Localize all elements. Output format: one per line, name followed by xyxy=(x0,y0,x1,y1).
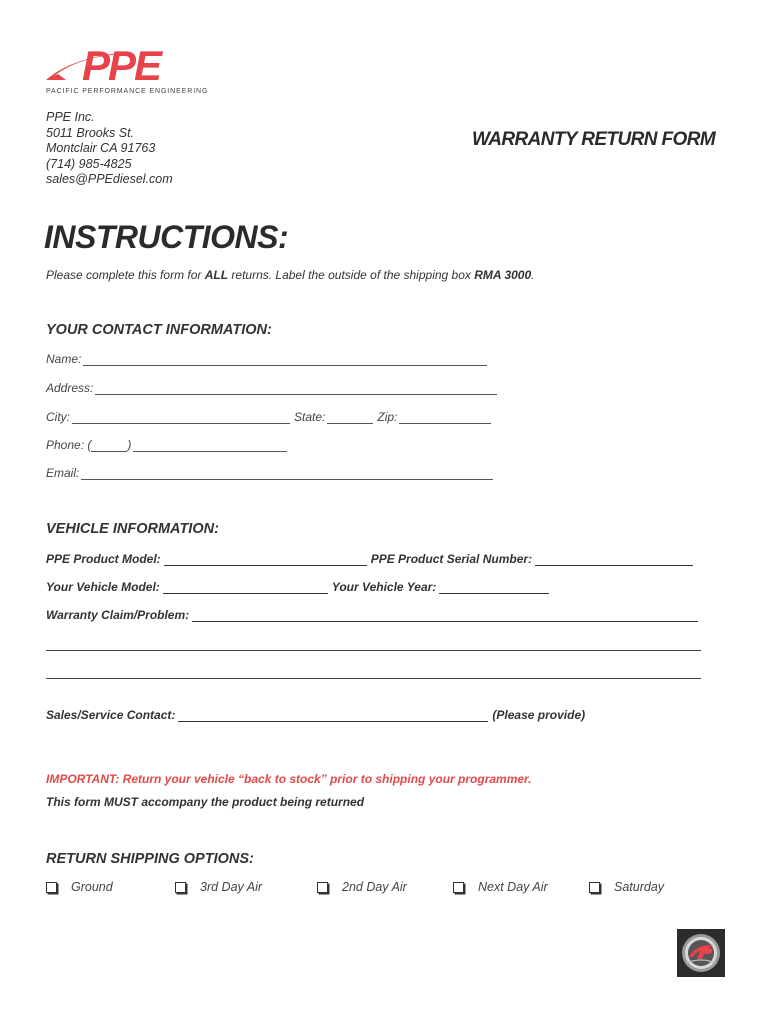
email-field[interactable] xyxy=(81,468,493,480)
must-accompany-notice: This form MUST accompany the product being returned xyxy=(46,795,365,809)
sales-contact-label: Sales/Service Contact: xyxy=(46,708,176,722)
phone-label: Phone: ( xyxy=(46,438,92,452)
name-field[interactable] xyxy=(83,354,487,366)
phone-paren: ) xyxy=(127,438,132,452)
shipping-option-label: 3rd Day Air xyxy=(200,880,263,894)
email-row xyxy=(46,466,497,480)
checkbox-icon[interactable] xyxy=(46,882,57,893)
instructions-bold-rma: RMA 3000 xyxy=(474,268,532,282)
sales-contact-row xyxy=(46,708,585,722)
vehicle-year-field[interactable] xyxy=(439,582,549,594)
shipping-option-label: 2nd Day Air xyxy=(342,880,407,894)
state-field[interactable] xyxy=(327,412,373,424)
phone-row xyxy=(46,438,291,452)
vehicle-row xyxy=(46,580,553,594)
important-notice: IMPORTANT: Return your vehicle “back to stock” prior to shipping your programmer. xyxy=(46,772,532,786)
city-state-zip-row xyxy=(46,410,495,424)
vehicle-model-field[interactable] xyxy=(163,582,328,594)
shipping-heading: RETURN SHIPPING OPTIONS: xyxy=(46,851,254,867)
zip-field[interactable] xyxy=(399,412,491,424)
shipping-option-label: Ground xyxy=(71,880,113,894)
serial-number-label: PPE Product Serial Number: xyxy=(370,552,533,566)
shipping-option-3rd-day-air[interactable] xyxy=(175,880,262,894)
claim-row xyxy=(46,608,702,622)
shipping-option-saturday[interactable] xyxy=(589,880,664,894)
form-title: WARRANTY RETURN FORM xyxy=(472,129,716,150)
shipping-option-2nd-day-air[interactable] xyxy=(317,880,407,894)
logo-wordmark: PPE xyxy=(82,42,161,89)
company-city: Montclair CA 91763 xyxy=(46,141,156,155)
city-label: City: xyxy=(46,410,70,424)
zip-label: Zip: xyxy=(377,410,398,424)
instructions-text-part: . xyxy=(531,268,535,282)
address-row xyxy=(46,381,501,395)
address-field[interactable] xyxy=(95,383,497,395)
shipping-option-next-day-air[interactable] xyxy=(453,880,548,894)
claim-field[interactable] xyxy=(192,610,698,622)
state-label: State: xyxy=(294,410,326,424)
company-street: 5011 Brooks St. xyxy=(46,125,135,140)
shipping-option-ground[interactable] xyxy=(46,880,113,894)
product-model-field[interactable] xyxy=(164,554,367,566)
please-provide-label: (Please provide) xyxy=(492,708,586,722)
address-label: Address: xyxy=(46,381,94,395)
vehicle-model-label: Your Vehicle Model: xyxy=(46,580,160,594)
name-row xyxy=(46,352,491,366)
phone-area-code-field[interactable] xyxy=(91,440,127,452)
serial-number-field[interactable] xyxy=(535,554,693,566)
checkbox-icon[interactable] xyxy=(453,882,464,893)
shipping-option-label: Next Day Air xyxy=(478,880,548,894)
checkbox-icon[interactable] xyxy=(317,882,328,893)
contact-heading: YOUR CONTACT INFORMATION: xyxy=(46,322,272,338)
claim-line-2[interactable] xyxy=(46,650,701,651)
logo-subtitle: PACIFIC PERFORMANCE ENGINEERING xyxy=(46,88,209,95)
email-label: Email: xyxy=(46,466,80,480)
company-phone: (714) 985-4825 xyxy=(46,156,132,171)
instructions-text xyxy=(46,268,535,282)
city-field[interactable] xyxy=(72,412,290,424)
ppe-badge-icon xyxy=(677,929,725,977)
instructions-text-part: Please complete this form for xyxy=(46,268,205,282)
company-name: PPE Inc. xyxy=(46,110,95,124)
shipping-option-label: Saturday xyxy=(614,880,665,894)
name-label: Name: xyxy=(46,352,82,366)
sales-contact-field[interactable] xyxy=(178,710,488,722)
instructions-bold-all: ALL xyxy=(204,268,229,282)
checkbox-icon[interactable] xyxy=(589,882,600,893)
company-email: sales@PPEdiesel.com xyxy=(46,172,173,186)
product-row xyxy=(46,552,697,566)
phone-number-field[interactable] xyxy=(133,440,287,452)
claim-label: Warranty Claim/Problem: xyxy=(46,608,190,622)
checkbox-icon[interactable] xyxy=(175,882,186,893)
instructions-text-part: returns. Label the outside of the shipping box xyxy=(228,268,475,282)
product-model-label: PPE Product Model: xyxy=(46,552,161,566)
company-address xyxy=(46,110,173,188)
instructions-heading: INSTRUCTIONS: xyxy=(44,219,289,255)
vehicle-heading: VEHICLE INFORMATION: xyxy=(46,521,219,537)
vehicle-year-label: Your Vehicle Year: xyxy=(331,580,437,594)
claim-line-3[interactable] xyxy=(46,678,701,679)
